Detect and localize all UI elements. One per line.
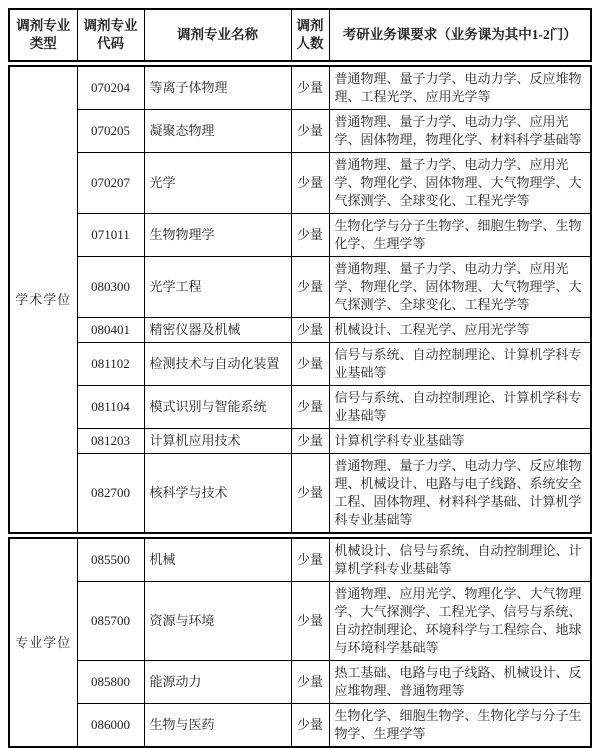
major-name-cell: 精密仪器及机械 [144,318,291,343]
table-body-sections [8,65,592,748]
table-section-academic [8,65,592,534]
requirement-cell: 普通物理、量子力学、电动力学、应用光学、物理化学、固体物理、大气物理学、大气探测学、全球变化、工程光学等 [329,153,591,214]
table-row [9,538,591,582]
table-row [9,429,591,454]
requirement-cell: 计算机学科专业基础等 [329,429,591,454]
col-header-major-type: 调剂专业类型 [9,9,77,61]
major-name-cell: 能源动力 [144,661,291,704]
requirement-cell: 信号与系统、自动控制理论、计算机学科专业基础等 [329,386,591,429]
requirement-cell: 生物化学、细胞生物学、生物化学与分子生物学、生理学等 [329,704,591,748]
quota-cell: 少量 [291,153,329,214]
degree-type-cell: 专业学位 [9,538,77,747]
major-name-cell: 凝聚态物理 [144,110,291,153]
quota-cell: 少量 [291,661,329,704]
major-code-cell: 085800 [77,661,144,704]
major-code-cell: 070207 [77,153,144,214]
major-code-cell: 071011 [77,214,144,257]
header-row [9,9,591,61]
degree-type-cell: 学术学位 [9,66,77,533]
major-code-cell: 070204 [77,66,144,110]
table-row [9,257,591,318]
major-name-cell: 计算机应用技术 [144,429,291,454]
major-code-cell: 080300 [77,257,144,318]
table-row [9,661,591,704]
major-name-cell: 模式识别与智能系统 [144,386,291,429]
major-code-cell: 085700 [77,582,144,661]
requirement-cell: 机械设计、信号与系统、自动控制理论、计算机学科专业基础等 [329,538,591,582]
major-code-cell: 070205 [77,110,144,153]
requirement-cell: 生物化学与分子生物学、细胞生物学、生物化学、生理学等 [329,214,591,257]
col-header-quota: 调剂人数 [291,9,329,61]
major-name-cell: 生物物理学 [144,214,291,257]
major-code-cell: 082700 [77,454,144,534]
major-code-cell: 081104 [77,386,144,429]
major-name-cell: 机械 [144,538,291,582]
quota-cell: 少量 [291,429,329,454]
quota-cell: 少量 [291,110,329,153]
requirement-cell: 普通物理、量子力学、电动力学、应用光学、物理化学、固体物理、大气物理学、大气探测学、全球变化、工程光学等 [329,257,591,318]
table-row [9,582,591,661]
table-header [8,8,592,62]
major-name-cell: 等离子体物理 [144,66,291,110]
table-row [9,214,591,257]
table-row [9,343,591,386]
table-section-professional [8,537,592,748]
major-code-cell: 081102 [77,343,144,386]
table-row [9,704,591,748]
major-name-cell: 资源与环境 [144,582,291,661]
col-header-requirement: 考研业务课要求（业务课为其中1-2门） [329,9,591,61]
major-code-cell: 080401 [77,318,144,343]
major-code-cell: 081203 [77,429,144,454]
requirement-cell: 机械设计、工程光学、应用光学等 [329,318,591,343]
quota-cell: 少量 [291,704,329,748]
major-name-cell: 核科学与技术 [144,454,291,534]
quota-cell: 少量 [291,454,329,534]
requirement-cell: 信号与系统、自动控制理论、计算机学科专业基础等 [329,343,591,386]
quota-cell: 少量 [291,343,329,386]
major-name-cell: 光学 [144,153,291,214]
major-name-cell: 光学工程 [144,257,291,318]
requirement-cell: 普通物理、量子力学、电动力学、反应堆物理、机械设计、电路与电子线路、系统安全工程、固体物理、材料科学基础、计算机学科专业基础等 [329,454,591,534]
major-name-cell: 生物与医药 [144,704,291,748]
table-row [9,66,591,110]
quota-cell: 少量 [291,257,329,318]
quota-cell: 少量 [291,538,329,582]
major-name-cell: 检测技术与自动化装置 [144,343,291,386]
table-row [9,110,591,153]
requirement-cell: 热工基础、电路与电子线路、机械设计、反应堆物理、普通物理等 [329,661,591,704]
table-row [9,454,591,534]
table-row [9,318,591,343]
quota-cell: 少量 [291,214,329,257]
major-code-cell: 085500 [77,538,144,582]
table-row [9,386,591,429]
requirement-cell: 普通物理、量子力学、电动力学、反应堆物理、工程光学、应用光学等 [329,66,591,110]
quota-cell: 少量 [291,582,329,661]
col-header-major-code: 调剂专业代码 [77,9,144,61]
quota-cell: 少量 [291,386,329,429]
table-row [9,153,591,214]
requirement-cell: 普通物理、量子力学、电动力学、应用光学、固体物理，物理化学、材料科学基础等 [329,110,591,153]
quota-cell: 少量 [291,66,329,110]
quota-cell: 少量 [291,318,329,343]
major-code-cell: 086000 [77,704,144,748]
requirement-cell: 普通物理、应用光学、物理化学、大气物理学、大气探测学、工程光学、信号与系统、自动控制理论、环境科学与工程综合、地球与环境科学基础等 [329,582,591,661]
col-header-major-name: 调剂专业名称 [144,9,291,61]
